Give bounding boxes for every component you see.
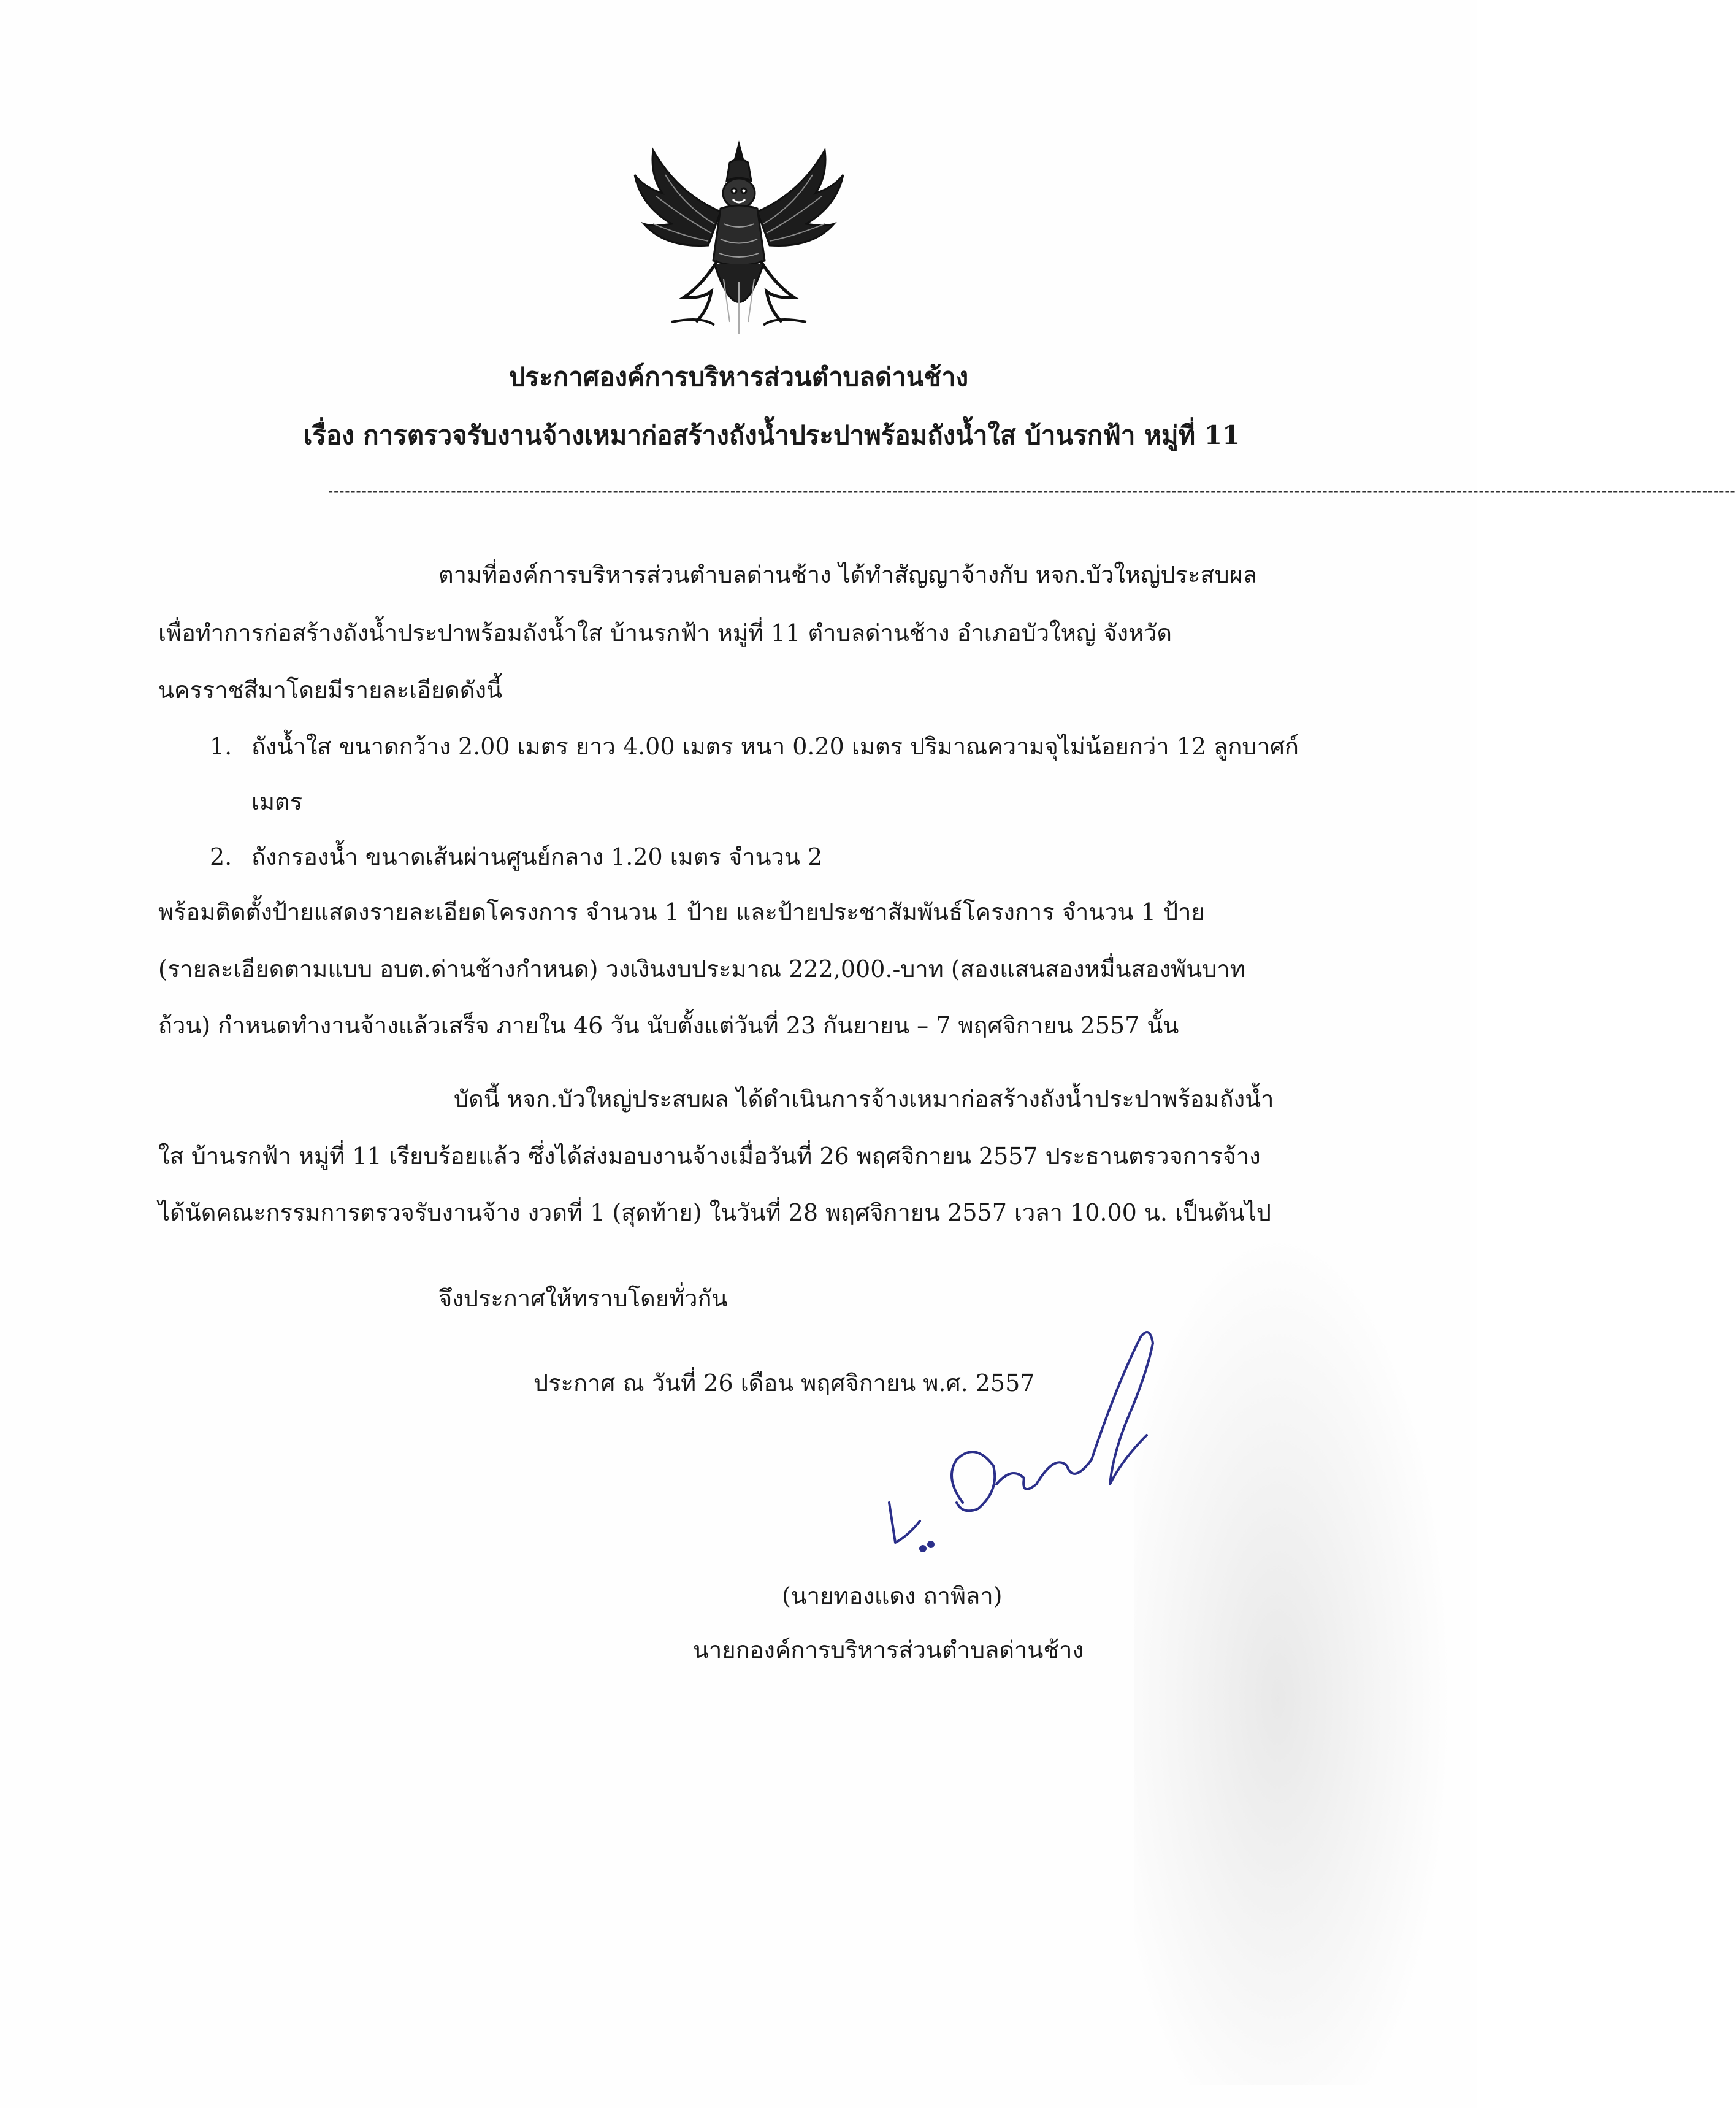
para1-line3: นครราชสีมาโดยมีรายละเอียดดังนี้ [158,676,503,703]
item-2-number: 2. [210,843,232,870]
para1-line6: ถ้วน) กำหนดทำงานจ้างแล้วเสร็จ ภายใน 46 วัน นับตั้งแต่วันที่ 23 กันยายน – 7 พฤศจิกายน 2557 นั้น [158,1012,1179,1039]
document-subject: เรื่อง การตรวจรับงานจ้างเหมาก่อสร้างถังน้ำประปาพร้อมถังน้ำใส บ้านรกฟ้า หมู่ที่ 11 [304,420,1241,450]
closing-statement: จึงประกาศให้ทราบโดยทั่วกัน [438,1285,728,1312]
item-2-line1: ถังกรองน้ำ ขนาดเส้นผ่านศูนย์กลาง 1.20 เมตร จำนวน 2 [251,843,823,870]
item-1-number: 1. [210,733,232,760]
announcement-date: ประกาศ ณ วันที่ 26 เดือน พฤศจิกายน พ.ศ. 2557 [533,1370,1035,1397]
garuda-emblem-icon [629,138,849,347]
scan-smudge [1134,1227,1453,2085]
item-1-line2: เมตร [251,788,303,815]
para1-line4: พร้อมติดตั้งป้ายแสดงรายละเอียดโครงการ จำนวน 1 ป้าย และป้ายประชาสัมพันธ์โครงการ จำนวน 1 ป้าย [158,899,1205,926]
para2-line3: ได้นัดคณะกรรมการตรวจรับงานจ้าง งวดที่ 1 (สุดท้าย) ในวันที่ 28 พฤศจิกายน 2557 เวลา 10.00 น. เป็นต้นไป [158,1199,1272,1226]
signatory-name: (นายทองแดง ถาพิลา) [782,1582,1003,1609]
para1-line2: เพื่อทำการก่อสร้างถังน้ำประปาพร้อมถังน้ำใส บ้านรกฟ้า หมู่ที่ 11 ตำบลด่านช้าง อำเภอบัวใหญ่ จังหวัด [158,619,1172,646]
document-title: ประกาศองค์การบริหารส่วนตำบลด่านช้าง [508,362,969,392]
para1-line1: ตามที่องค์การบริหารส่วนตำบลด่านช้าง ได้ทำสัญญาจ้างกับ หจก.บัวใหญ่ประสบผล [438,561,1258,588]
signatory-title: นายกองค์การบริหารส่วนตำบลด่านช้าง [693,1636,1084,1663]
signature-icon [871,1300,1165,1607]
para2-line1: บัดนี้ หจก.บัวใหญ่ประสบผล ได้ดำเนินการจ้างเหมาก่อสร้างถังน้ำประปาพร้อมถังน้ำ [454,1086,1274,1113]
title-divider: ------------------------------------------------------------------------------------------------------------------------------------------------------------------------------------------------------------------------------------------------------------ [328,482,1736,499]
item-1-line1: ถังน้ำใส ขนาดกว้าง 2.00 เมตร ยาว 4.00 เมตร หนา 0.20 เมตร ปริมาณความจุไม่น้อยกว่า 12 ลูกบาศก์ [251,733,1299,760]
para2-line2: ใส บ้านรกฟ้า หมู่ที่ 11 เรียบร้อยแล้ว ซึ่งได้ส่งมอบงานจ้างเมื่อวันที่ 26 พฤศจิกายน 2557 ประธานตรวจการจ้าง [158,1143,1261,1170]
para1-line5: (รายละเอียดตามแบบ อบต.ด่านช้างกำหนด) วงเงินงบประมาณ 222,000.-บาท (สองแสนสองหมื่นสองพันบาท [158,956,1245,983]
